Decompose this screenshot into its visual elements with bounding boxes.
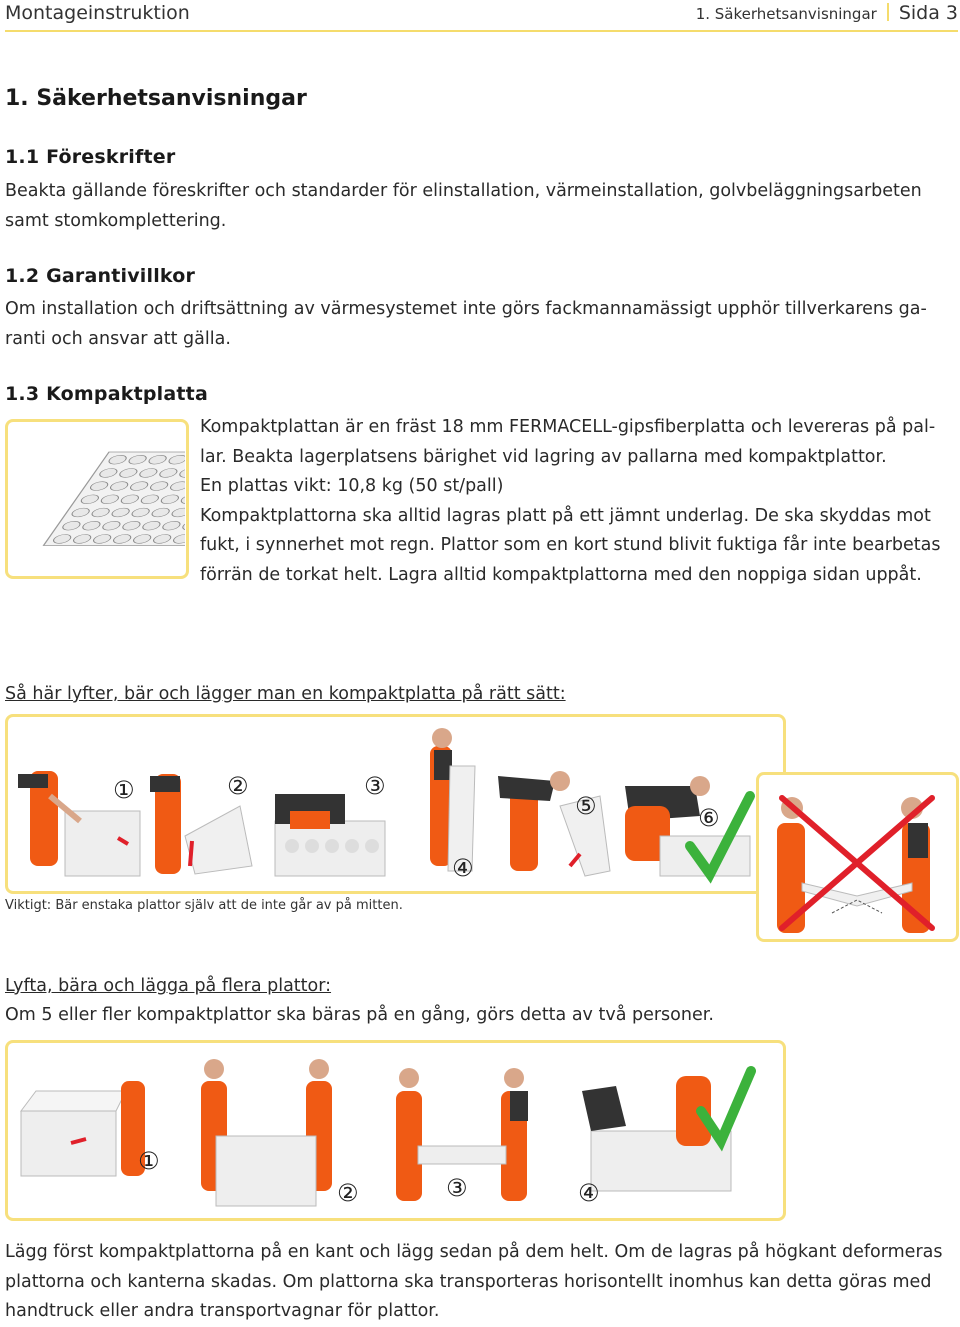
page-header xyxy=(5,0,958,32)
storage-paragraph xyxy=(5,1238,960,1327)
svg-text:④: ④ xyxy=(452,854,474,882)
multi-steps-frame xyxy=(5,1040,786,1221)
multi-heading: Lyfta, bära och lägga på flera plattor: xyxy=(5,976,332,996)
svg-text:⑤: ⑤ xyxy=(575,792,597,820)
multi-text: Om 5 eller fler kompaktplattor ska bäras på en gång, görs detta av två personer. xyxy=(5,1005,714,1025)
svg-text:②: ② xyxy=(227,772,249,800)
paragraph-1-2 xyxy=(5,295,960,354)
svg-text:③: ③ xyxy=(364,772,386,800)
paragraph-1-3 xyxy=(200,413,960,590)
text-line: En plattas vikt: 10,8 kg (50 st/pall) xyxy=(200,476,504,496)
svg-text:⑥: ⑥ xyxy=(698,804,720,832)
text-line: samt stomkomplettering. xyxy=(5,210,227,231)
text-line: Kompaktplattan är en fräst 18 mm FERMACELL-gipsfiberplatta och levereras på pal- xyxy=(200,417,936,437)
text-line: lar. Beakta lagerplatsens bärighet vid lagring av pallarna med kompaktplattor. xyxy=(200,446,887,467)
header-section: 1. Säkerhetsanvisningar xyxy=(695,5,877,23)
multi-steps-illustration xyxy=(16,1051,776,1216)
board-image-frame xyxy=(5,419,189,579)
text-line: plattorna och kanterna skadas. Om plattorna ska transporteras horisontellt inomhus kan detta göras med xyxy=(5,1271,932,1292)
wrong-way-frame xyxy=(756,772,959,942)
svg-text:③: ③ xyxy=(446,1174,468,1202)
paragraph-1-1 xyxy=(5,177,960,236)
section-title: 1. Säkerhetsanvisningar xyxy=(5,86,307,111)
compact-board-image xyxy=(11,442,185,562)
text-line: Om installation och driftsättning av värmesystemet inte görs fackmannamässigt upphör tillverkarens ga- xyxy=(5,299,927,319)
svg-text:②: ② xyxy=(337,1179,359,1207)
text-line: Beakta gällande föreskrifter och standarder för elinstallation, värmeinstallation, golvbeläggningsarbeten xyxy=(5,181,922,201)
text-line: fukt, i synnerhet mot regn. Plattor som en kort stund blivit fuktiga får inte bearbetas xyxy=(200,535,941,555)
lift-note: Viktigt: Bär enstaka plattor själv att de inte går av på mitten. xyxy=(5,898,403,913)
document-title: Montageinstruktion xyxy=(5,2,190,24)
wrong-way-illustration xyxy=(762,778,954,938)
text-line: Kompaktplattorna ska alltid lagras platt på ett jämnt underlag. De ska skyddas mot xyxy=(200,505,931,526)
subsection-title-1-1: 1.1 Föreskrifter xyxy=(5,146,176,168)
header-divider xyxy=(887,3,889,21)
svg-text:④: ④ xyxy=(578,1179,600,1207)
lift-steps-illustration xyxy=(10,726,760,886)
subsection-title-1-2: 1.2 Garantivillkor xyxy=(5,265,196,287)
text-line: ranti och ansvar att gälla. xyxy=(5,328,231,349)
page-number: Sida 3 xyxy=(898,2,958,24)
svg-text:①: ① xyxy=(138,1147,160,1175)
svg-text:①: ① xyxy=(113,776,135,804)
subsection-title-1-3: 1.3 Kompaktplatta xyxy=(5,383,208,405)
header-right xyxy=(696,2,958,24)
text-line: Lägg först kompaktplattorna på en kant och lägg sedan på dem helt. Om de lagras på högkant deformeras xyxy=(5,1242,943,1262)
text-line: handtruck eller andra transportvagnar för plattor. xyxy=(5,1301,440,1321)
text-line: förrän de torkat helt. Lagra alltid kompaktplattorna med den noppiga sidan uppåt. xyxy=(200,564,922,585)
lift-heading: Så här lyfter, bär och lägger man en kompaktplatta på rätt sätt: xyxy=(5,684,566,704)
